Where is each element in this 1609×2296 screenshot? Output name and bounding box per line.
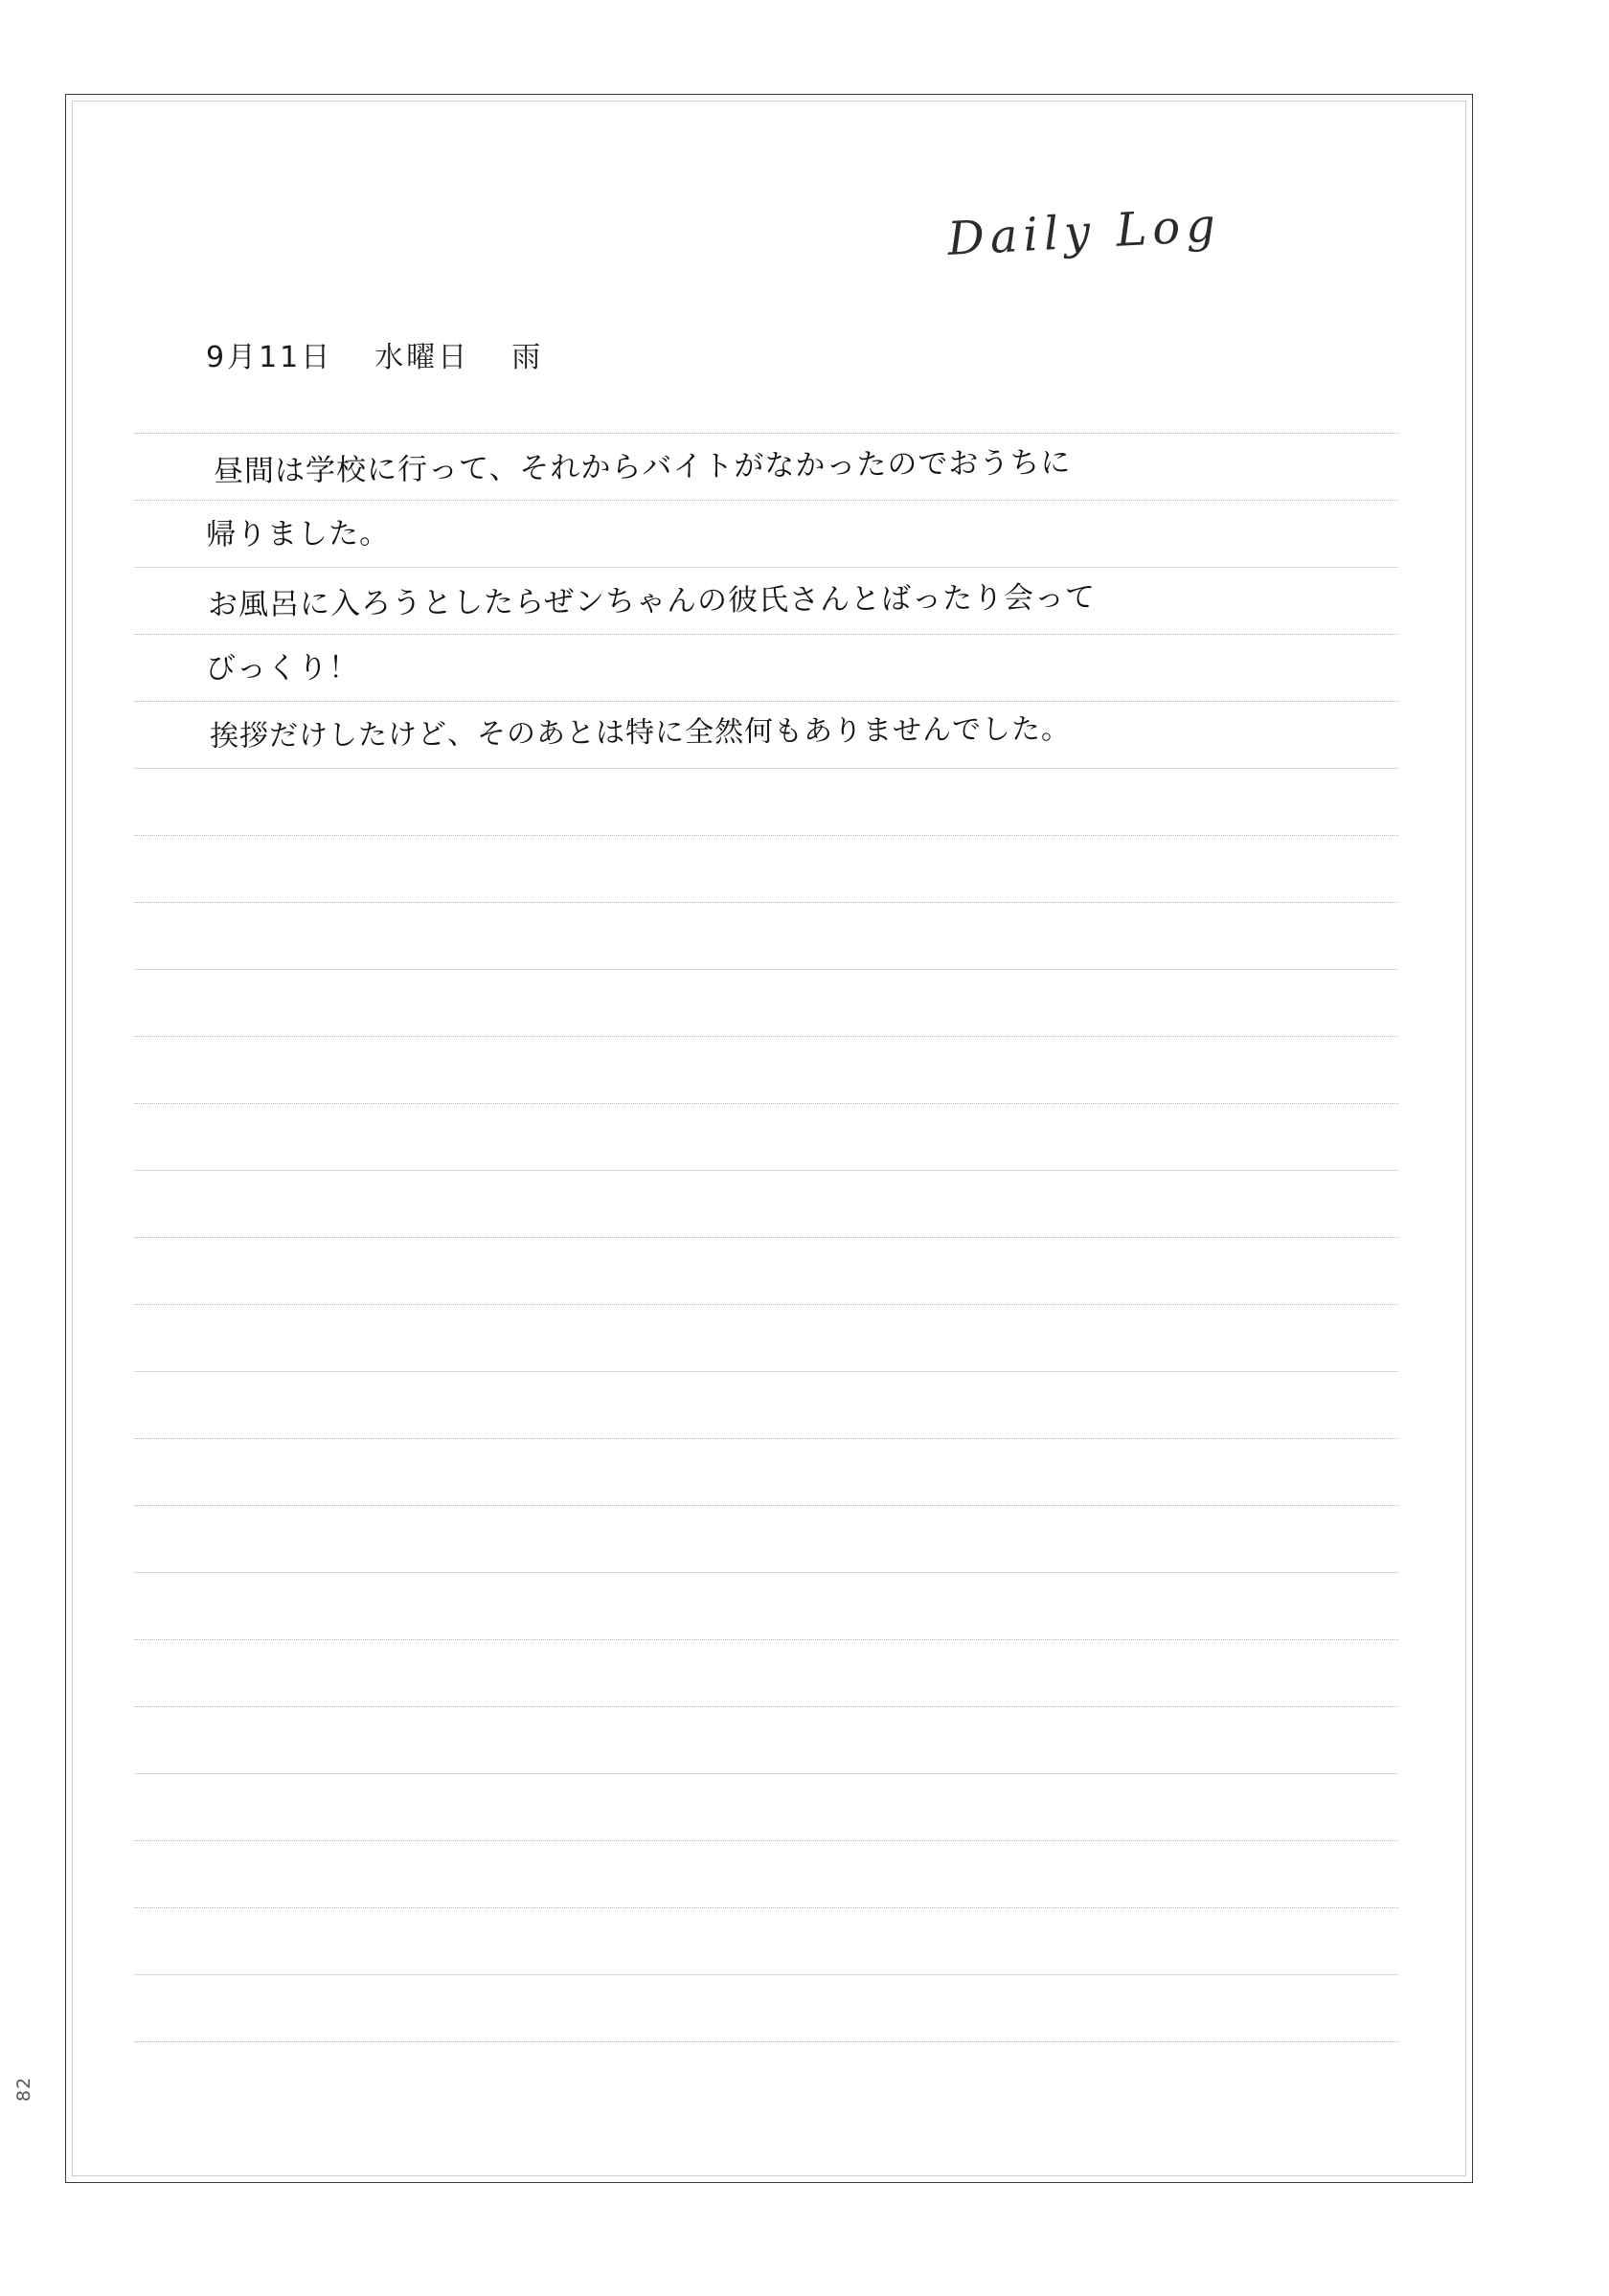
rule-line bbox=[134, 500, 1398, 501]
date-weekday: 水曜日 bbox=[374, 341, 470, 374]
entry-line: 挨拶だけしたけど、そのあとは特に全然何もありませんでした。 bbox=[209, 712, 1072, 754]
rule-line bbox=[134, 433, 1398, 434]
rule-line bbox=[134, 1304, 1398, 1305]
page-number: 82 bbox=[13, 2076, 34, 2102]
daily-log-heading: Daily Log bbox=[945, 198, 1223, 267]
date-line bbox=[206, 333, 543, 375]
rule-line bbox=[134, 567, 1398, 568]
rule-line bbox=[134, 1706, 1398, 1707]
rule-line bbox=[134, 1907, 1398, 1908]
entry-line: びっくり！ bbox=[205, 650, 360, 687]
date-weather: 雨 bbox=[511, 341, 544, 374]
rule-line bbox=[134, 969, 1398, 970]
rule-line bbox=[134, 1840, 1398, 1841]
rule-line bbox=[134, 1036, 1398, 1037]
rule-line bbox=[134, 1974, 1398, 1975]
rule-line bbox=[134, 2041, 1398, 2042]
rule-line bbox=[134, 1773, 1398, 1774]
rule-line bbox=[134, 835, 1398, 836]
rule-line bbox=[134, 1371, 1398, 1372]
entry-line: お風呂に入ろうとしたらぜンちゃんの彼氏さんとばったり会って bbox=[207, 579, 1097, 623]
rule-line bbox=[134, 768, 1398, 769]
rule-line bbox=[134, 1170, 1398, 1171]
rule-line bbox=[134, 1103, 1398, 1104]
rule-line bbox=[134, 1438, 1398, 1439]
date-day: 9月11日 bbox=[206, 341, 333, 374]
rule-line bbox=[134, 902, 1398, 903]
entry-line: 昼間は学校に行って、それからバイトがなかったのでおうちに bbox=[213, 445, 1072, 489]
entry-line: 帰りました。 bbox=[205, 516, 391, 552]
rule-line bbox=[134, 1639, 1398, 1640]
rule-line bbox=[134, 1572, 1398, 1573]
rule-line bbox=[134, 634, 1398, 635]
rule-line bbox=[134, 701, 1398, 702]
rule-line bbox=[134, 1237, 1398, 1238]
rule-line bbox=[134, 1505, 1398, 1506]
